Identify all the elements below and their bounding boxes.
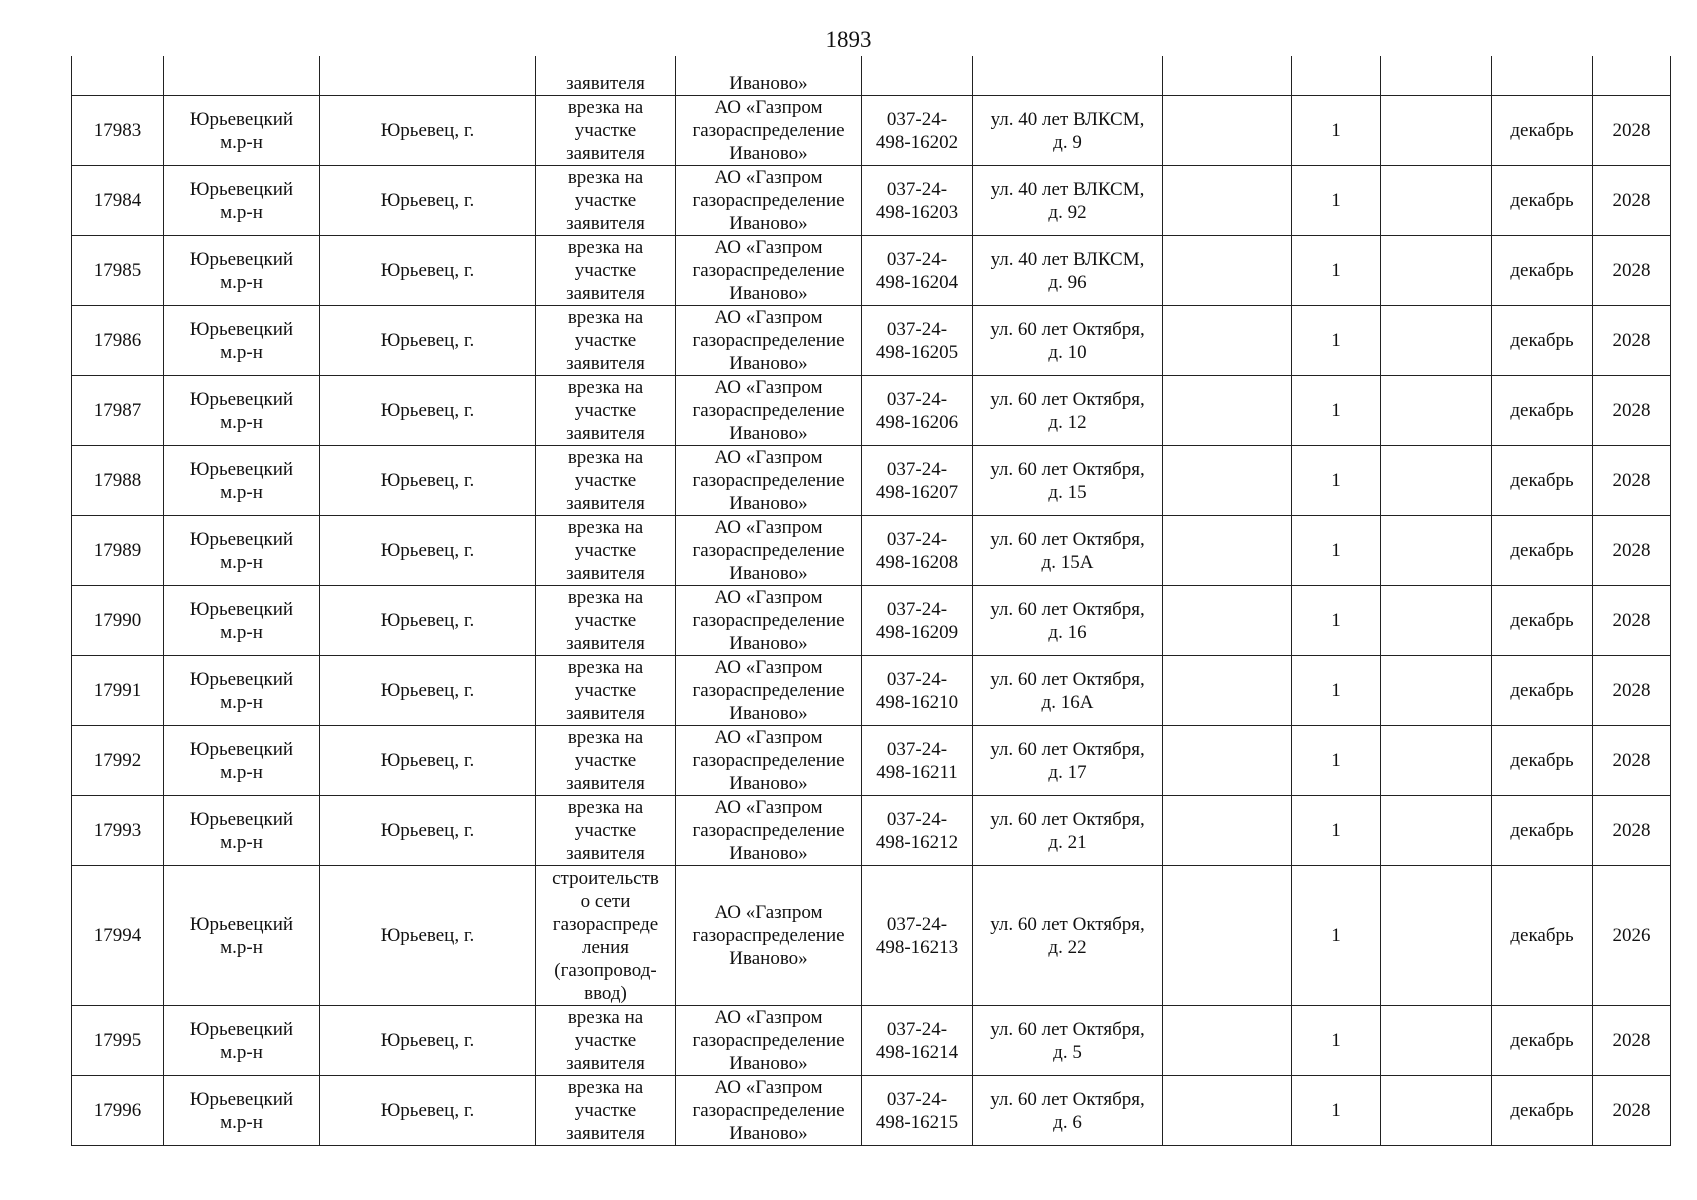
- cell-empty-1: [1163, 306, 1292, 376]
- cell-organization: АО «Газпром газораспределение Иваново»: [676, 656, 862, 726]
- cell-empty-2: [1381, 656, 1492, 726]
- cell-address: ул. 60 лет Октября, д. 16А: [973, 656, 1163, 726]
- cell-empty-1: [1163, 656, 1292, 726]
- cell-organization: АО «Газпром газораспределение Иваново»: [676, 376, 862, 446]
- cell-quantity: 1: [1292, 376, 1381, 446]
- cell-year: 2028: [1593, 96, 1671, 166]
- cell-month: декабрь: [1492, 1006, 1593, 1076]
- cell-work-type: врезка на участке заявителя: [536, 96, 676, 166]
- cell-district: Юрьевецкий м.р-н: [164, 1076, 320, 1146]
- cell-empty-1: [1163, 96, 1292, 166]
- table-row: [72, 586, 1671, 656]
- cell-organization: АО «Газпром газораспределение Иваново»: [676, 516, 862, 586]
- cell-work-type: заявителя: [536, 56, 676, 96]
- cell-month: декабрь: [1492, 376, 1593, 446]
- cell-organization: АО «Газпром газораспределение Иваново»: [676, 1006, 862, 1076]
- cell-address: ул. 40 лет ВЛКСМ, д. 96: [973, 236, 1163, 306]
- cell-district: Юрьевецкий м.р-н: [164, 796, 320, 866]
- cell-address: ул. 60 лет Октября, д. 12: [973, 376, 1163, 446]
- cell-id: 17983: [72, 96, 164, 166]
- cell-year: 2028: [1593, 376, 1671, 446]
- cell-id: 17991: [72, 656, 164, 726]
- cell-empty-2: [1381, 446, 1492, 516]
- cell-year: 2028: [1593, 306, 1671, 376]
- cell-quantity: 1: [1292, 586, 1381, 656]
- cell-city: Юрьевец, г.: [320, 1076, 536, 1146]
- cell-id: 17985: [72, 236, 164, 306]
- cell-empty-1: [1163, 166, 1292, 236]
- cell-organization: АО «Газпром газораспределение Иваново»: [676, 586, 862, 656]
- cell-district: Юрьевецкий м.р-н: [164, 586, 320, 656]
- cell-quantity: 1: [1292, 96, 1381, 166]
- cell-district: [164, 56, 320, 96]
- cell-empty-1: [1163, 586, 1292, 656]
- cell-year: 2028: [1593, 516, 1671, 586]
- cell-quantity: 1: [1292, 796, 1381, 866]
- cell-district: Юрьевецкий м.р-н: [164, 866, 320, 1006]
- cell-city: [320, 56, 536, 96]
- cell-city: Юрьевец, г.: [320, 306, 536, 376]
- cell-address: ул. 60 лет Октября, д. 17: [973, 726, 1163, 796]
- cell-empty-1: [1163, 726, 1292, 796]
- table-row: [72, 516, 1671, 586]
- cell-city: Юрьевец, г.: [320, 586, 536, 656]
- cell-city: Юрьевец, г.: [320, 236, 536, 306]
- cell-quantity: 1: [1292, 516, 1381, 586]
- cell-month: декабрь: [1492, 236, 1593, 306]
- cell-organization: АО «Газпром газораспределение Иваново»: [676, 236, 862, 306]
- cell-month: декабрь: [1492, 96, 1593, 166]
- table-row: [72, 96, 1671, 166]
- cell-id: 17984: [72, 166, 164, 236]
- cell-work-type: врезка на участке заявителя: [536, 236, 676, 306]
- cell-month: декабрь: [1492, 866, 1593, 1006]
- cell-empty-1: [1163, 516, 1292, 586]
- cell-city: Юрьевец, г.: [320, 446, 536, 516]
- cell-city: Юрьевец, г.: [320, 656, 536, 726]
- cell-id: 17994: [72, 866, 164, 1006]
- cell-quantity: 1: [1292, 166, 1381, 236]
- cell-code: 037-24- 498-16210: [862, 656, 973, 726]
- cell-empty-2: [1381, 166, 1492, 236]
- cell-code: 037-24- 498-16212: [862, 796, 973, 866]
- cell-empty-1: [1163, 376, 1292, 446]
- cell-city: Юрьевец, г.: [320, 376, 536, 446]
- table-row: [72, 166, 1671, 236]
- cell-work-type: врезка на участке заявителя: [536, 656, 676, 726]
- continuation-row: [72, 56, 1671, 96]
- cell-address: ул. 40 лет ВЛКСМ, д. 92: [973, 166, 1163, 236]
- cell-empty-2: [1381, 586, 1492, 656]
- cell-month: [1492, 56, 1593, 96]
- cell-address: ул. 60 лет Октября, д. 5: [973, 1006, 1163, 1076]
- cell-city: Юрьевец, г.: [320, 516, 536, 586]
- table-row: [72, 236, 1671, 306]
- cell-id: 17987: [72, 376, 164, 446]
- cell-month: декабрь: [1492, 656, 1593, 726]
- cell-organization: АО «Газпром газораспределение Иваново»: [676, 96, 862, 166]
- cell-month: декабрь: [1492, 306, 1593, 376]
- cell-year: 2028: [1593, 656, 1671, 726]
- cell-empty-1: [1163, 796, 1292, 866]
- cell-city: Юрьевец, г.: [320, 1006, 536, 1076]
- cell-empty-2: [1381, 376, 1492, 446]
- cell-address: ул. 60 лет Октября, д. 21: [973, 796, 1163, 866]
- cell-work-type: строительств о сети газораспреде ления (газопровод- ввод): [536, 866, 676, 1006]
- cell-empty-2: [1381, 1076, 1492, 1146]
- cell-organization: Иваново»: [676, 56, 862, 96]
- cell-quantity: 1: [1292, 446, 1381, 516]
- cell-city: Юрьевец, г.: [320, 866, 536, 1006]
- cell-work-type: врезка на участке заявителя: [536, 726, 676, 796]
- cell-month: декабрь: [1492, 166, 1593, 236]
- table-row: [72, 796, 1671, 866]
- cell-district: Юрьевецкий м.р-н: [164, 726, 320, 796]
- cell-work-type: врезка на участке заявителя: [536, 376, 676, 446]
- cell-organization: АО «Газпром газораспределение Иваново»: [676, 796, 862, 866]
- cell-month: декабрь: [1492, 586, 1593, 656]
- cell-address: [973, 56, 1163, 96]
- table-row: [72, 866, 1671, 1006]
- cell-address: ул. 60 лет Октября, д. 15: [973, 446, 1163, 516]
- cell-quantity: 1: [1292, 1076, 1381, 1146]
- table-row: [72, 1006, 1671, 1076]
- cell-id: 17995: [72, 1006, 164, 1076]
- cell-district: Юрьевецкий м.р-н: [164, 96, 320, 166]
- cell-district: Юрьевецкий м.р-н: [164, 236, 320, 306]
- cell-month: декабрь: [1492, 516, 1593, 586]
- cell-address: ул. 60 лет Октября, д. 15А: [973, 516, 1163, 586]
- cell-address: ул. 60 лет Октября, д. 10: [973, 306, 1163, 376]
- cell-code: 037-24- 498-16209: [862, 586, 973, 656]
- cell-quantity: 1: [1292, 236, 1381, 306]
- cell-work-type: врезка на участке заявителя: [536, 1006, 676, 1076]
- cell-id: 17986: [72, 306, 164, 376]
- cell-code: 037-24- 498-16211: [862, 726, 973, 796]
- cell-year: 2028: [1593, 446, 1671, 516]
- cell-year: [1593, 56, 1671, 96]
- cell-year: 2028: [1593, 586, 1671, 656]
- cell-address: ул. 60 лет Октября, д. 22: [973, 866, 1163, 1006]
- cell-address: ул. 60 лет Октября, д. 6: [973, 1076, 1163, 1146]
- cell-organization: АО «Газпром газораспределение Иваново»: [676, 306, 862, 376]
- cell-district: Юрьевецкий м.р-н: [164, 376, 320, 446]
- cell-id: 17996: [72, 1076, 164, 1146]
- cell-id: [72, 56, 164, 96]
- cell-id: 17992: [72, 726, 164, 796]
- cell-code: 037-24- 498-16213: [862, 866, 973, 1006]
- cell-empty-2: [1381, 236, 1492, 306]
- cell-code: 037-24- 498-16204: [862, 236, 973, 306]
- cell-year: 2028: [1593, 1006, 1671, 1076]
- cell-empty-2: [1381, 516, 1492, 586]
- table-row: [72, 376, 1671, 446]
- cell-address: ул. 60 лет Октября, д. 16: [973, 586, 1163, 656]
- cell-work-type: врезка на участке заявителя: [536, 166, 676, 236]
- cell-work-type: врезка на участке заявителя: [536, 586, 676, 656]
- cell-code: 037-24- 498-16214: [862, 1006, 973, 1076]
- cell-address: ул. 40 лет ВЛКСМ, д. 9: [973, 96, 1163, 166]
- cell-code: 037-24- 498-16215: [862, 1076, 973, 1146]
- cell-work-type: врезка на участке заявителя: [536, 796, 676, 866]
- cell-city: Юрьевец, г.: [320, 96, 536, 166]
- cell-month: декабрь: [1492, 446, 1593, 516]
- cell-organization: АО «Газпром газораспределение Иваново»: [676, 1076, 862, 1146]
- cell-code: 037-24- 498-16207: [862, 446, 973, 516]
- cell-quantity: 1: [1292, 656, 1381, 726]
- cell-empty-2: [1381, 866, 1492, 1006]
- cell-empty-2: [1381, 96, 1492, 166]
- cell-year: 2028: [1593, 1076, 1671, 1146]
- cell-code: 037-24- 498-16205: [862, 306, 973, 376]
- cell-year: 2028: [1593, 166, 1671, 236]
- cell-city: Юрьевец, г.: [320, 796, 536, 866]
- cell-district: Юрьевецкий м.р-н: [164, 656, 320, 726]
- cell-empty-2: [1381, 56, 1492, 96]
- cell-empty-2: [1381, 796, 1492, 866]
- cell-empty-1: [1163, 236, 1292, 306]
- cell-code: 037-24- 498-16203: [862, 166, 973, 236]
- cell-work-type: врезка на участке заявителя: [536, 446, 676, 516]
- registry-table: [71, 56, 1671, 1146]
- cell-city: Юрьевец, г.: [320, 166, 536, 236]
- cell-quantity: 1: [1292, 726, 1381, 796]
- table-row: [72, 306, 1671, 376]
- cell-id: 17990: [72, 586, 164, 656]
- cell-empty-1: [1163, 446, 1292, 516]
- cell-work-type: врезка на участке заявителя: [536, 1076, 676, 1146]
- cell-work-type: врезка на участке заявителя: [536, 516, 676, 586]
- table-row: [72, 1076, 1671, 1146]
- cell-year: 2028: [1593, 796, 1671, 866]
- cell-quantity: 1: [1292, 306, 1381, 376]
- cell-organization: АО «Газпром газораспределение Иваново»: [676, 446, 862, 516]
- table-body: [72, 56, 1671, 1146]
- table-row: [72, 446, 1671, 516]
- cell-district: Юрьевецкий м.р-н: [164, 446, 320, 516]
- cell-code: [862, 56, 973, 96]
- cell-empty-2: [1381, 1006, 1492, 1076]
- cell-work-type: врезка на участке заявителя: [536, 306, 676, 376]
- cell-quantity: 1: [1292, 866, 1381, 1006]
- cell-district: Юрьевецкий м.р-н: [164, 516, 320, 586]
- cell-organization: АО «Газпром газораспределение Иваново»: [676, 166, 862, 236]
- cell-quantity: [1292, 56, 1381, 96]
- cell-month: декабрь: [1492, 726, 1593, 796]
- cell-id: 17989: [72, 516, 164, 586]
- cell-empty-1: [1163, 1006, 1292, 1076]
- cell-id: 17993: [72, 796, 164, 866]
- cell-district: Юрьевецкий м.р-н: [164, 166, 320, 236]
- cell-code: 037-24- 498-16206: [862, 376, 973, 446]
- cell-code: 037-24- 498-16202: [862, 96, 973, 166]
- cell-id: 17988: [72, 446, 164, 516]
- cell-year: 2026: [1593, 866, 1671, 1006]
- cell-organization: АО «Газпром газораспределение Иваново»: [676, 866, 862, 1006]
- cell-city: Юрьевец, г.: [320, 726, 536, 796]
- cell-year: 2028: [1593, 726, 1671, 796]
- cell-month: декабрь: [1492, 796, 1593, 866]
- cell-empty-2: [1381, 726, 1492, 796]
- cell-quantity: 1: [1292, 1006, 1381, 1076]
- cell-organization: АО «Газпром газораспределение Иваново»: [676, 726, 862, 796]
- cell-empty-2: [1381, 306, 1492, 376]
- cell-month: декабрь: [1492, 1076, 1593, 1146]
- cell-empty-1: [1163, 56, 1292, 96]
- cell-empty-1: [1163, 1076, 1292, 1146]
- page-number: 1893: [825, 27, 872, 52]
- cell-district: Юрьевецкий м.р-н: [164, 306, 320, 376]
- table-row: [72, 726, 1671, 796]
- cell-year: 2028: [1593, 236, 1671, 306]
- table-row: [72, 656, 1671, 726]
- cell-empty-1: [1163, 866, 1292, 1006]
- cell-code: 037-24- 498-16208: [862, 516, 973, 586]
- cell-district: Юрьевецкий м.р-н: [164, 1006, 320, 1076]
